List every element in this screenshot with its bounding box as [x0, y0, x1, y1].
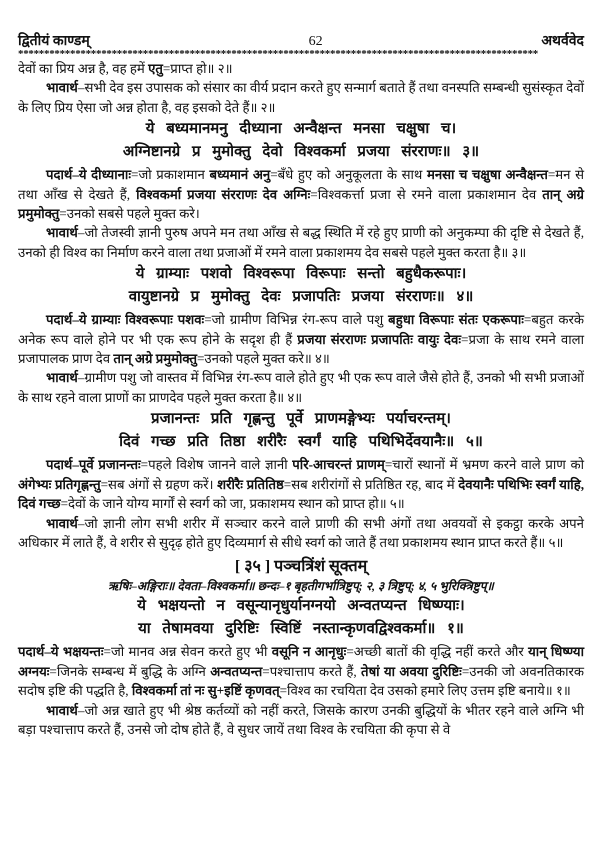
- sukta-metadata: ऋषिः–अङ्गिराः॥ देवता–विश्वकर्मा॥ छन्दः–१ बृहतीगर्भात्रिष्टुप्; २, ३ त्रिष्टुप्; ४, ५ भुरिक्त्रिष्टुप्॥: [108, 579, 494, 594]
- text-run: =सब शरीरांगों से प्रतिष्ठित रह, बाद में: [283, 476, 459, 492]
- text-run: =अच्छी बातों की वृद्धि नहीं करते और: [346, 644, 529, 660]
- bold-term: एतु: [148, 61, 163, 76]
- paragraph: [18, 455, 584, 513]
- text-run: =विश्वकर्त्ता प्रजा से रमने वाला प्रकाशमान देव: [310, 186, 543, 202]
- text-run: =जिनके सम्बन्ध में बुद्धि के अग्नि: [49, 663, 211, 679]
- paragraph: [18, 78, 584, 117]
- bold-term: पदार्थ–पूर्वे प्रजानन्तः: [46, 457, 141, 473]
- text-run: =देवों के जाने योग्य मार्गों से स्वर्ग को जा, प्रकाशमय स्थान को प्राप्त हो॥ ५॥: [60, 496, 405, 512]
- bold-term: तान् अग्रे प्रमुमोक्तु: [18, 186, 584, 222]
- bold-term: परि-आचरन्तं प्राणम्: [292, 457, 385, 473]
- paragraph: [18, 223, 584, 262]
- text-run: =सब अंगों से ग्रहण करें।: [100, 476, 218, 492]
- paragraph: [18, 165, 584, 223]
- bold-term: बहुधा विरूपाः संतः एकरूपाः: [388, 312, 524, 328]
- text-run: –जो अन्न खाते हुए भी श्रेष्ठ कर्तव्यों को नहीं करते, जिसके कारण उनकी बुद्धियों के भीतर रहने वाले अग्नि भी बड़ा पश्चात्ताप करते हैं, उनसे जो दोष होते हैं, वे सुधर जायें तथा विश्व के रचयिता की कृपा से वे: [18, 702, 584, 737]
- verse-line: या तेषामवया दुरिष्टिः स्विष्टिं नस्तान्कृणवद्विश्वकर्मा॥ १॥: [138, 621, 464, 638]
- text-run: =बहुत करके अनेक रूप वाले होने पर भी एक रूप होने के सदृश ही हैं: [18, 312, 584, 347]
- paragraph: [18, 642, 584, 700]
- bold-term: विश्वकर्मा तां नः सु+इष्टिं कृणवत्: [131, 683, 280, 699]
- bold-term: पदार्थ–ये भक्षयन्तः: [18, 644, 104, 660]
- text-run: –जो ज्ञानी लोग सभी शरीर में सञ्चार करने वाले प्राणी की सभी अंगों तथा अवयवों से इकट्ठा करके अपने अधिकार में लाते हैं, वे शरीर से सुदृढ़ होते हुए दिव्यमार्ग से सीधे स्वर्ग को जाते हैं तथा प्रकाशमय स्थान प्राप्त करते हैं॥ ५॥: [18, 515, 584, 550]
- bold-term: भावार्थ: [46, 80, 78, 96]
- section-title: द्वितीयं काण्डम्: [18, 34, 90, 49]
- paragraph: [18, 701, 584, 740]
- verse-line: वायुष्टानग्रे प्र मुमोक्तु देवः प्रजापतिः प्रजया संरराणः॥ ४॥: [128, 289, 474, 306]
- bold-term: भावार्थ: [46, 370, 78, 386]
- page-body: [18, 59, 584, 739]
- text-run: =प्राप्त हो॥ २॥: [162, 61, 233, 76]
- running-header: [18, 34, 584, 50]
- paragraph: [18, 514, 584, 553]
- text-run: –जो तेजस्वी ज्ञानी पुरुष अपने मन तथा आँख से बद्ध स्थिति में रहे हुए प्राणी को अनुकम्पा की दृष्टि से देखते हैं, उनको ही विश्व का निर्माण करने वाला तथा प्रजाओं में रमने वाला प्रकाशमय देव सबसे पहले मुक्त करता है॥ ३॥: [18, 225, 584, 260]
- bold-term: वसूनि न आनृधुः: [271, 644, 347, 660]
- paragraph: [18, 368, 584, 407]
- verse-line: ये ग्राम्याः पशवो विश्वरूपा विरूपाः सन्तो बहुधैकरूपाः।: [135, 266, 467, 283]
- bold-term: अंगेभ्यः प्रतिगृह्णन्तु: [18, 476, 101, 492]
- text-run: =बँधे हुए को अनुकूलता के साथ: [270, 167, 427, 183]
- bold-term: यान् धिष्ण्या अग्नयः: [18, 644, 584, 679]
- text-run: =जो मानव अन्न सेवन करते हुए भी: [103, 644, 272, 660]
- bold-term: पदार्थ–ये ग्राम्याः विश्वरूपाः पशवः: [46, 312, 205, 328]
- document-page: [18, 34, 584, 739]
- paragraph: [18, 59, 584, 78]
- paragraph: [18, 310, 584, 368]
- page-number: 62: [308, 34, 323, 49]
- verse-line: अग्निष्टानग्रे प्र मुमोक्तु देवो विश्वकर्मा प्रजया संरराणः॥ ३॥: [122, 144, 480, 161]
- text-run: =उनकी जो अवनतिकारक सदोष इष्टि की पद्धति है,: [18, 663, 585, 699]
- bold-term: भावार्थ: [46, 702, 78, 718]
- text-run: =जो ग्रामीण विभिन्न रंग-रूप वाले पशु: [204, 312, 389, 328]
- bold-term: शरीरैः प्रतितिष्ठ: [217, 476, 284, 492]
- bold-term: बध्यमानं अनु: [209, 167, 271, 183]
- verse-line: ये भक्षयन्तो न वसून्यानृधुर्यानग्नयो अन्वतप्यन्त धिष्ण्याः।: [137, 598, 465, 615]
- bold-term: विश्वकर्मा प्रजया संरराणः देव अग्निः: [136, 186, 311, 202]
- book-title: अथर्ववेद: [541, 34, 584, 49]
- bold-term: तान् अग्रे प्रमुमोक्तु: [113, 351, 197, 367]
- bold-term: पदार्थ–ये दीध्यानाः: [46, 167, 132, 183]
- text-run: =चारों स्थानों में भ्रमण करने वाले प्राण को: [384, 457, 584, 473]
- verse-line: ये बध्यमानमनु दीध्याना अन्वैक्षन्त मनसा चक्षुषा च।: [145, 121, 457, 138]
- text-run: –सभी देव इस उपासक को संसार का वीर्य प्रदान करते हुए सन्मार्ग बताते हैं तथा वनस्पति सम्बन्धी सुसंस्कृत देवों के लिए प्रिय ऐसा जो अन्न होता है, वह इसको देते हैं॥ २॥: [18, 80, 584, 115]
- text-run: =उनको सबसे पहले मुक्त करे।: [59, 206, 200, 222]
- text-run: =मन से तथा आँख से देखते हैं,: [18, 167, 585, 202]
- bold-term: प्रजया संरराणः प्रजापतिः वायुः देवः: [297, 331, 462, 347]
- bold-term: देवयानैः पथिभिः स्वर्गं याहि, दिवं गच्छ: [18, 476, 585, 512]
- text-run: =पश्चात्ताप करते हैं,: [262, 663, 362, 679]
- text-run: =पहले विशेष जानने वाले ज्ञानी: [140, 457, 293, 473]
- bold-term: भावार्थ: [46, 225, 78, 241]
- bold-term: मनसा च चक्षुषा अन्वैक्षन्त: [426, 167, 548, 183]
- text-run: =जो प्रकाशमान: [131, 167, 210, 183]
- text-run: =प्रजा के साथ रमने वाला प्रजापालक प्राण देव: [18, 331, 584, 367]
- text-run: देवों का प्रिय अन्न है, वह हमें: [18, 61, 149, 76]
- verse-line: प्रजानन्तः प्रति गृह्णन्तु पूर्वे प्राणमङ्गेभ्यः पर्याचरन्तम्।: [151, 411, 451, 428]
- header-separator: ****************************************************************************************************: [18, 50, 539, 59]
- text-run: =विश्व का रचयिता देव उसको हमारे लिए उत्तम इष्टि बनाये॥ १॥: [279, 683, 571, 699]
- text-run: =उनको पहले मुक्त करे॥ ४॥: [197, 351, 330, 367]
- sukta-heading: [ ३५ ] पञ्चत्रिंशं सूक्तम्: [234, 558, 368, 576]
- bold-term: भावार्थ: [46, 515, 78, 531]
- verse-line: दिवं गच्छ प्रति तिष्ठा शरीरैः स्वर्गं याहि पथिभिर्देवयानैः॥ ५॥: [119, 434, 483, 451]
- bold-term: तेषां या अवया दुरिष्टिः: [361, 663, 462, 679]
- text-run: –ग्रामीण पशु जो वास्तव में विभिन्न रंग-रूप वाले होते हुए भी एक रूप वाले जैसे होते हैं, उनको भी सभी प्रजाओं के साथ रहने वाला प्राणों का प्राणदेव पहले मुक्त करता है॥ ४॥: [18, 370, 584, 405]
- bold-term: अन्वतप्यन्त: [210, 663, 263, 679]
